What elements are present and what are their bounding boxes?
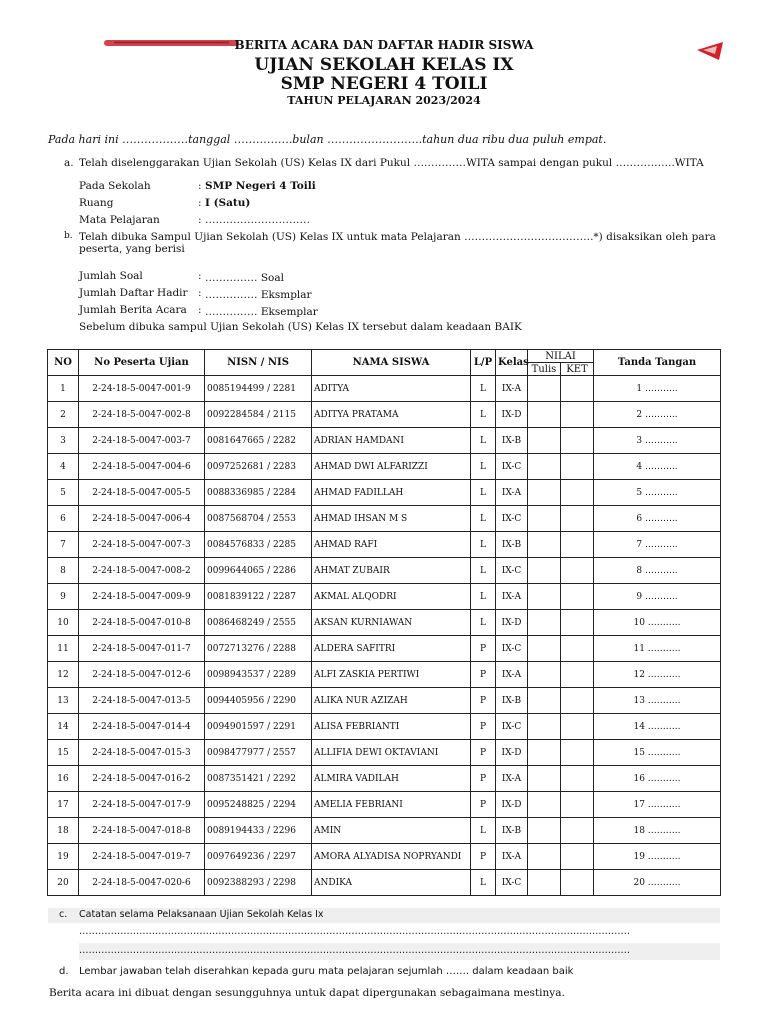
cell-peserta: 2-24-18-5-0047-013-5 [79, 688, 205, 714]
cell-nisn: 0099644065 / 2286 [205, 558, 312, 584]
cell-tulis [528, 610, 561, 636]
count-colon: : [198, 270, 202, 282]
cell-lp: P [471, 714, 496, 740]
cell-nama: AMIN [312, 818, 471, 844]
cell-kelas: IX-C [496, 454, 528, 480]
cell-nama: ADITYA [312, 376, 471, 402]
cell-lp: L [471, 428, 496, 454]
cell-tulis [528, 636, 561, 662]
cell-no: 9 [48, 584, 79, 610]
cell-kelas: IX-D [496, 610, 528, 636]
cell-lp: L [471, 376, 496, 402]
cell-tulis [528, 714, 561, 740]
cell-kelas: IX-D [496, 792, 528, 818]
cell-nama: AHMAD DWI ALFARIZZI [312, 454, 471, 480]
cell-ket [561, 662, 594, 688]
table-row [48, 532, 721, 558]
cell-signature: 13 ……….. [594, 688, 721, 714]
cell-nama: ALDERA SAFITRI [312, 636, 471, 662]
cell-nisn: 0087568704 / 2553 [205, 506, 312, 532]
cell-tulis [528, 688, 561, 714]
cell-peserta: 2-24-18-5-0047-012-6 [79, 662, 205, 688]
cell-nisn: 0081647665 / 2282 [205, 428, 312, 454]
table-row [48, 844, 721, 870]
table-row [48, 506, 721, 532]
cell-peserta: 2-24-18-5-0047-002-8 [79, 402, 205, 428]
cell-tulis [528, 792, 561, 818]
cell-peserta: 2-24-18-5-0047-018-8 [79, 818, 205, 844]
col-header-ket: KET [561, 363, 594, 376]
cell-ket [561, 584, 594, 610]
cell-lp: L [471, 818, 496, 844]
cell-no: 12 [48, 662, 79, 688]
cell-no: 6 [48, 506, 79, 532]
cell-peserta: 2-24-18-5-0047-010-8 [79, 610, 205, 636]
cell-ket [561, 610, 594, 636]
item-d-marker: d. [59, 966, 69, 977]
cell-nama: ALIKA NUR AZIZAH [312, 688, 471, 714]
cell-nisn: 0086468249 / 2555 [205, 610, 312, 636]
cell-tulis [528, 402, 561, 428]
cell-no: 2 [48, 402, 79, 428]
cell-no: 20 [48, 870, 79, 896]
table-row [48, 428, 721, 454]
cell-nama: ALLIFIA DEWI OKTAVIANI [312, 740, 471, 766]
cell-lp: P [471, 792, 496, 818]
col-header-ttd: Tanda Tangan [594, 350, 721, 376]
cell-signature: 8 ……….. [594, 558, 721, 584]
cell-nama: AHMAD RAFI [312, 532, 471, 558]
col-header-nisn: NISN / NIS [205, 350, 312, 376]
cell-no: 19 [48, 844, 79, 870]
col-header-lp: L/P [471, 350, 496, 376]
cell-ket [561, 454, 594, 480]
col-header-kelas: Kelas [496, 350, 528, 376]
table-row [48, 870, 721, 896]
count-value-berita-acara: …………… Eksemplar [205, 306, 318, 318]
cell-lp: L [471, 454, 496, 480]
cell-ket [561, 844, 594, 870]
cell-peserta: 2-24-18-5-0047-007-3 [79, 532, 205, 558]
cell-ket [561, 376, 594, 402]
cell-tulis [528, 818, 561, 844]
cell-peserta: 2-24-18-5-0047-011-7 [79, 636, 205, 662]
table-row [48, 792, 721, 818]
table-row [48, 480, 721, 506]
cell-kelas: IX-C [496, 714, 528, 740]
table-row [48, 454, 721, 480]
cell-no: 8 [48, 558, 79, 584]
item-b-text: Telah dibuka Sampul Ujian Sekolah (US) Kelas IX untuk mata Pelajaran ……………………………….*) disaksikan oleh para [79, 231, 716, 243]
cell-lp: L [471, 870, 496, 896]
cell-kelas: IX-B [496, 818, 528, 844]
cell-tulis [528, 584, 561, 610]
count-colon: : [198, 304, 202, 316]
table-row [48, 740, 721, 766]
cell-ket [561, 818, 594, 844]
cell-signature: 9 ……….. [594, 584, 721, 610]
cell-ket [561, 740, 594, 766]
cell-nama: AMORA ALYADISA NOPRYANDI [312, 844, 471, 870]
cell-nisn: 0072713276 / 2288 [205, 636, 312, 662]
cell-peserta: 2-24-18-5-0047-004-6 [79, 454, 205, 480]
cell-signature: 16 ……….. [594, 766, 721, 792]
cell-nisn: 0088336985 / 2284 [205, 480, 312, 506]
cell-nisn: 0094901597 / 2291 [205, 714, 312, 740]
cell-lp: P [471, 766, 496, 792]
col-header-peserta: No Peserta Ujian [79, 350, 205, 376]
cell-ket [561, 402, 594, 428]
item-c-marker: c. [59, 909, 68, 920]
cell-nisn: 0085194499 / 2281 [205, 376, 312, 402]
cell-signature: 12 ……….. [594, 662, 721, 688]
item-b-text-cont: peserta, yang berisi [79, 243, 185, 255]
cell-kelas: IX-B [496, 532, 528, 558]
cell-lp: P [471, 662, 496, 688]
cell-signature: 7 ……….. [594, 532, 721, 558]
cell-nama: ALISA FEBRIANTI [312, 714, 471, 740]
table-row [48, 402, 721, 428]
cell-lp: L [471, 558, 496, 584]
cell-nisn: 0092284584 / 2115 [205, 402, 312, 428]
item-b-marker: b. [64, 231, 73, 241]
detail-label-mapel: Mata Pelajaran [79, 214, 160, 226]
attendance-table [47, 349, 721, 896]
detail-colon: : [198, 197, 202, 209]
cell-peserta: 2-24-18-5-0047-014-4 [79, 714, 205, 740]
cell-nisn: 0097252681 / 2283 [205, 454, 312, 480]
table-row [48, 610, 721, 636]
cell-signature: 2 ……….. [594, 402, 721, 428]
before-text: Sebelum dibuka sampul Ujian Sekolah (US) Kelas IX tersebut dalam keadaan BAIK [79, 321, 522, 333]
closing-statement: Berita acara ini dibuat dengan sesungguhnya untuk dapat dipergunakan sebagaimana mestinya. [49, 987, 565, 999]
cell-signature: 4 ……….. [594, 454, 721, 480]
cell-tulis [528, 428, 561, 454]
cell-peserta: 2-24-18-5-0047-009-9 [79, 584, 205, 610]
cell-no: 13 [48, 688, 79, 714]
cell-nisn: 0098477977 / 2557 [205, 740, 312, 766]
cell-nisn: 0095248825 / 2294 [205, 792, 312, 818]
cell-peserta: 2-24-18-5-0047-020-6 [79, 870, 205, 896]
cell-lp: L [471, 584, 496, 610]
cell-tulis [528, 870, 561, 896]
cell-ket [561, 532, 594, 558]
count-label-daftar-hadir: Jumlah Daftar Hadir [79, 287, 188, 299]
cell-kelas: IX-C [496, 506, 528, 532]
cell-signature: 15 ……….. [594, 740, 721, 766]
cell-lp: P [471, 636, 496, 662]
cell-kelas: IX-D [496, 740, 528, 766]
cell-ket [561, 506, 594, 532]
cell-nisn: 0087351421 / 2292 [205, 766, 312, 792]
cell-nisn: 0092388293 / 2298 [205, 870, 312, 896]
cell-no: 14 [48, 714, 79, 740]
cell-nama: AHMAD FADILLAH [312, 480, 471, 506]
cell-ket [561, 558, 594, 584]
col-header-tulis: Tulis [528, 363, 561, 376]
item-d-text: Lembar jawaban telah diserahkan kepada guru mata pelajaran sejumlah ……. dalam keadaan baik [79, 966, 574, 977]
cell-kelas: IX-C [496, 558, 528, 584]
cell-no: 7 [48, 532, 79, 558]
cell-kelas: IX-A [496, 766, 528, 792]
school-title: SMP NEGERI 4 TOILI [280, 74, 488, 94]
cell-no: 15 [48, 740, 79, 766]
cell-peserta: 2-24-18-5-0047-006-4 [79, 506, 205, 532]
detail-value-mapel: ………………………… [205, 214, 310, 226]
detail-colon: : [198, 180, 202, 192]
cell-kelas: IX-C [496, 636, 528, 662]
cell-signature: 3 ……….. [594, 428, 721, 454]
intro-line: Pada hari ini ………………tanggal …………….bulan ……………………..tahun dua ribu dua puluh empat. [48, 133, 607, 146]
cell-signature: 17 ……….. [594, 792, 721, 818]
count-label-berita-acara: Jumlah Berita Acara [79, 304, 187, 316]
cell-tulis [528, 558, 561, 584]
table-row [48, 688, 721, 714]
cell-signature: 20 ……….. [594, 870, 721, 896]
cell-kelas: IX-D [496, 402, 528, 428]
cell-kelas: IX-B [496, 688, 528, 714]
cell-lp: P [471, 740, 496, 766]
cell-signature: 1 ……….. [594, 376, 721, 402]
cell-tulis [528, 740, 561, 766]
cell-peserta: 2-24-18-5-0047-005-5 [79, 480, 205, 506]
cell-ket [561, 688, 594, 714]
cell-nama: AMELIA FEBRIANI [312, 792, 471, 818]
cell-ket [561, 636, 594, 662]
cell-peserta: 2-24-18-5-0047-019-7 [79, 844, 205, 870]
col-header-nama: NAMA SISWA [312, 350, 471, 376]
cell-peserta: 2-24-18-5-0047-017-9 [79, 792, 205, 818]
detail-colon: : [198, 214, 202, 226]
cell-nama: AHMAT ZUBAIR [312, 558, 471, 584]
cell-signature: 10 ……….. [594, 610, 721, 636]
col-header-nilai: NILAI [528, 350, 594, 363]
cell-nama: ALFI ZASKIA PERTIWI [312, 662, 471, 688]
cell-tulis [528, 376, 561, 402]
item-c-line-2: ………………………………………………………………………………………………………………………………………………………… [79, 945, 630, 956]
col-header-no: NO [48, 350, 79, 376]
cell-lp: P [471, 688, 496, 714]
cell-peserta: 2-24-18-5-0047-003-7 [79, 428, 205, 454]
cell-kelas: IX-C [496, 870, 528, 896]
cell-no: 10 [48, 610, 79, 636]
cell-ket [561, 714, 594, 740]
item-c-line-1: ………………………………………………………………………………………………………………………………………………………… [79, 926, 630, 937]
cell-kelas: IX-A [496, 480, 528, 506]
cell-tulis [528, 454, 561, 480]
cell-signature: 5 ……….. [594, 480, 721, 506]
cell-peserta: 2-24-18-5-0047-015-3 [79, 740, 205, 766]
cell-peserta: 2-24-18-5-0047-001-9 [79, 376, 205, 402]
table-row [48, 714, 721, 740]
cell-no: 17 [48, 792, 79, 818]
cell-nama: ADITYA PRATAMA [312, 402, 471, 428]
cell-ket [561, 766, 594, 792]
cell-nisn: 0097649236 / 2297 [205, 844, 312, 870]
count-colon: : [198, 287, 202, 299]
doc-title: BERITA ACARA DAN DAFTAR HADIR SISWA [234, 38, 534, 52]
detail-value-ruang: I (Satu) [205, 197, 251, 209]
table-row [48, 558, 721, 584]
cell-kelas: IX-B [496, 428, 528, 454]
cell-nisn: 0081839122 / 2287 [205, 584, 312, 610]
cell-signature: 14 ……….. [594, 714, 721, 740]
cell-tulis [528, 662, 561, 688]
table-row [48, 376, 721, 402]
cell-tulis [528, 480, 561, 506]
count-label-soal: Jumlah Soal [79, 270, 143, 282]
exam-title: UJIAN SEKOLAH KELAS IX [254, 55, 514, 75]
cell-kelas: IX-A [496, 376, 528, 402]
cell-no: 3 [48, 428, 79, 454]
cell-tulis [528, 844, 561, 870]
table-row [48, 818, 721, 844]
cell-no: 1 [48, 376, 79, 402]
cell-nama: ADRIAN HAMDANI [312, 428, 471, 454]
cell-no: 16 [48, 766, 79, 792]
cell-peserta: 2-24-18-5-0047-008-2 [79, 558, 205, 584]
cell-nisn: 0098943537 / 2289 [205, 662, 312, 688]
cell-nama: AKSAN KURNIAWAN [312, 610, 471, 636]
cell-ket [561, 428, 594, 454]
cell-peserta: 2-24-18-5-0047-016-2 [79, 766, 205, 792]
cell-signature: 6 ……….. [594, 506, 721, 532]
table-row [48, 766, 721, 792]
cell-kelas: IX-A [496, 844, 528, 870]
count-value-soal: …………… Soal [205, 272, 284, 284]
cell-nama: AHMAD IHSAN M S [312, 506, 471, 532]
cell-signature: 11 ……….. [594, 636, 721, 662]
cell-ket [561, 792, 594, 818]
cell-lp: L [471, 610, 496, 636]
cell-nama: ANDIKA [312, 870, 471, 896]
cell-ket [561, 870, 594, 896]
item-a-marker: a. [64, 157, 74, 169]
cell-tulis [528, 506, 561, 532]
detail-label-ruang: Ruang [79, 197, 114, 209]
cell-nisn: 0089194433 / 2296 [205, 818, 312, 844]
cell-nama: ALMIRA VADILAH [312, 766, 471, 792]
cell-ket [561, 480, 594, 506]
cell-nisn: 0094405956 / 2290 [205, 688, 312, 714]
table-row [48, 584, 721, 610]
academic-year: TAHUN PELAJARAN 2023/2024 [287, 94, 481, 107]
table-row [48, 662, 721, 688]
cell-no: 18 [48, 818, 79, 844]
cell-signature: 19 ……….. [594, 844, 721, 870]
cell-kelas: IX-A [496, 584, 528, 610]
item-a-text: Telah diselenggarakan Ujian Sekolah (US) Kelas IX dari Pukul ……………WITA sampai dengan pukul ……………..WITA [79, 157, 704, 169]
cell-tulis [528, 766, 561, 792]
detail-label-sekolah: Pada Sekolah [79, 180, 151, 192]
cell-lp: L [471, 402, 496, 428]
cell-lp: P [471, 844, 496, 870]
cell-tulis [528, 532, 561, 558]
cell-no: 11 [48, 636, 79, 662]
count-value-daftar-hadir: …………… Eksmplar [205, 289, 312, 301]
cell-signature: 18 ……….. [594, 818, 721, 844]
cell-nisn: 0084576833 / 2285 [205, 532, 312, 558]
cell-no: 4 [48, 454, 79, 480]
cell-lp: L [471, 532, 496, 558]
detail-value-sekolah: SMP Negeri 4 Toili [205, 180, 316, 192]
cell-nama: AKMAL ALQODRI [312, 584, 471, 610]
cell-no: 5 [48, 480, 79, 506]
cell-kelas: IX-A [496, 662, 528, 688]
item-c-text: Catatan selama Pelaksanaan Ujian Sekolah Kelas Ix [79, 909, 324, 920]
cell-lp: L [471, 506, 496, 532]
cell-lp: L [471, 480, 496, 506]
table-row [48, 636, 721, 662]
